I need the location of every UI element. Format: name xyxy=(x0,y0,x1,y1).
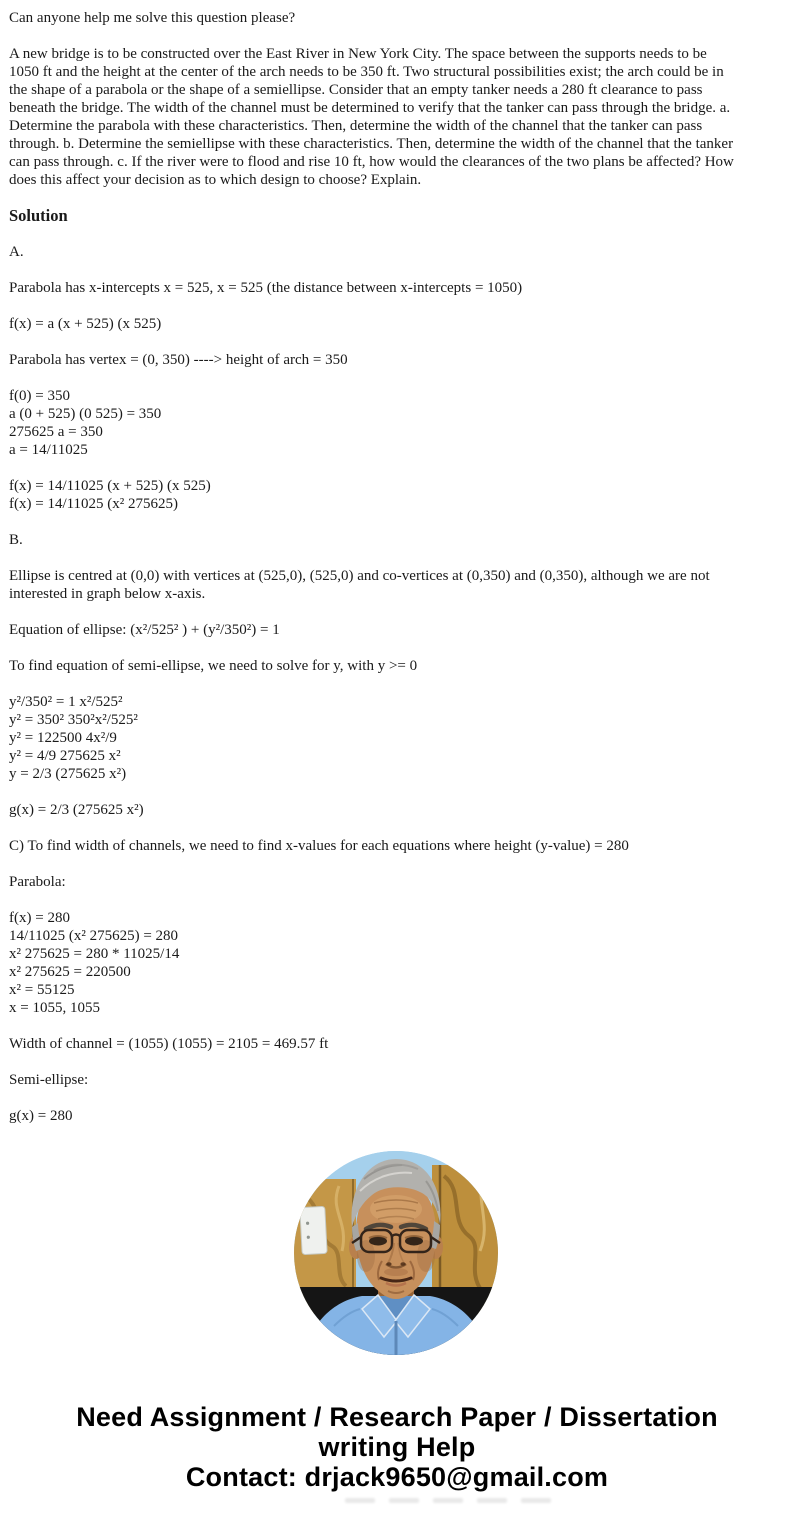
text-line: Solution xyxy=(9,207,68,225)
text-line: y²/350² = 1 x²/525² xyxy=(9,694,123,710)
text-line: y² = 350² 350²x²/525² xyxy=(9,712,138,728)
text-block xyxy=(9,477,787,513)
text-block xyxy=(9,315,787,333)
text-line: g(x) = 280 xyxy=(9,1108,73,1123)
text-line: f(x) = 14/11025 (x + 525) (x 525) xyxy=(9,478,211,494)
text-block xyxy=(9,279,787,297)
text-block xyxy=(9,1071,787,1089)
footer-line-2: writing Help xyxy=(318,1432,476,1462)
text-line: x² = 55125 xyxy=(9,982,75,998)
portrait-illustration xyxy=(294,1151,498,1355)
text-line: Width of channel = (1055) (1055) = 2105 = 469.57 ft xyxy=(9,1036,329,1052)
text-block xyxy=(9,873,787,891)
text-line: f(0) = 350 xyxy=(9,388,70,404)
text-line: C) To find width of channels, we need to find x-values for each equations where height (y-value) = 280 xyxy=(9,838,629,854)
text-line: a = 14/11025 xyxy=(9,442,88,458)
text-line: x² 275625 = 280 * 11025/14 xyxy=(9,946,180,962)
text-block xyxy=(9,45,787,189)
faint-watermark xyxy=(345,1498,551,1503)
text-line: does this affect your decision as to which design to choose? Explain. xyxy=(9,172,422,188)
text-line: A. xyxy=(9,244,24,260)
text-line: Ellipse is centred at (0,0) with vertices at (525,0), (525,0) and co-vertices at (0,350) and (0,350), although we are not xyxy=(9,568,710,584)
text-line: can pass through. c. If the river were to flood and rise 10 ft, how would the clearances of the two plans be affected? How xyxy=(9,154,734,170)
text-line: a (0 + 525) (0 525) = 350 xyxy=(9,406,162,422)
text-line: Can anyone help me solve this question please? xyxy=(9,10,296,26)
text-line: through. b. Determine the semiellipse with these characteristics. Then, determine the width of the channel that the tanker xyxy=(9,136,734,152)
text-line: Equation of ellipse: (x²/525² ) + (y²/350²) = 1 xyxy=(9,622,280,638)
text-line: the shape of a parabola or the shape of a semiellipse. Consider that an empty tanker needs a 280 ft clearance to pass xyxy=(9,82,703,98)
text-block xyxy=(9,657,787,675)
text-line: A new bridge is to be constructed over the East River in New York City. The space between the supports needs to be xyxy=(9,46,707,62)
text-blocks xyxy=(9,9,787,1123)
text-line: Semi-ellipse: xyxy=(9,1072,89,1088)
profile-photo xyxy=(294,1151,498,1355)
text-block xyxy=(9,531,787,549)
text-line: 14/11025 (x² 275625) = 280 xyxy=(9,928,179,944)
text-line: To find equation of semi-ellipse, we need to solve for y, with y >= 0 xyxy=(9,658,418,674)
text-line: y² = 4/9 275625 x² xyxy=(9,748,121,764)
text-line: beneath the bridge. The width of the channel must be determined to verify that the tanker can pass through the bridge. a. xyxy=(9,100,731,116)
solution-heading xyxy=(9,207,787,225)
text-line: B. xyxy=(9,532,23,548)
footer-banner xyxy=(0,1402,794,1492)
text-line: Determine the parabola with these characteristics. Then, determine the width of the channel that the tanker can pass xyxy=(9,118,703,134)
text-block xyxy=(9,9,787,27)
text-block xyxy=(9,621,787,639)
text-block xyxy=(9,387,787,459)
text-block xyxy=(9,909,787,1017)
text-block xyxy=(9,837,787,855)
text-block xyxy=(9,351,787,369)
text-line: y = 2/3 (275625 x²) xyxy=(9,766,127,782)
footer-line-1: Need Assignment / Research Paper / Dissertation xyxy=(76,1402,718,1432)
text-line: Parabola: xyxy=(9,874,66,890)
text-line: 275625 a = 350 xyxy=(9,424,103,440)
text-line: x = 1055, 1055 xyxy=(9,1000,100,1016)
text-line: f(x) = a (x + 525) (x 525) xyxy=(9,316,162,332)
switch-plate xyxy=(300,1206,327,1254)
text-block xyxy=(9,801,787,819)
footer-contact: Contact: drjack9650@gmail.com xyxy=(185,1462,609,1492)
text-line: f(x) = 14/11025 (x² 275625) xyxy=(9,496,179,512)
text-line: g(x) = 2/3 (275625 x²) xyxy=(9,802,144,818)
text-line: interested in graph below x-axis. xyxy=(9,586,206,602)
text-line: x² 275625 = 220500 xyxy=(9,964,131,980)
text-line: 1050 ft and the height at the center of the arch needs to be 350 ft. Two structural possibilities exist; the arch could be in xyxy=(9,64,724,80)
text-block xyxy=(9,693,787,783)
text-line: y² = 122500 4x²/9 xyxy=(9,730,117,746)
text-block xyxy=(9,1107,787,1123)
text-block xyxy=(9,243,787,261)
text-block xyxy=(9,567,787,603)
text-block xyxy=(9,1035,787,1053)
text-line: Parabola has vertex = (0, 350) ----> height of arch = 350 xyxy=(9,352,348,368)
text-line: Parabola has x-intercepts x = 525, x = 525 (the distance between x-intercepts = 1050) xyxy=(9,280,523,296)
text-line: f(x) = 280 xyxy=(9,910,70,926)
